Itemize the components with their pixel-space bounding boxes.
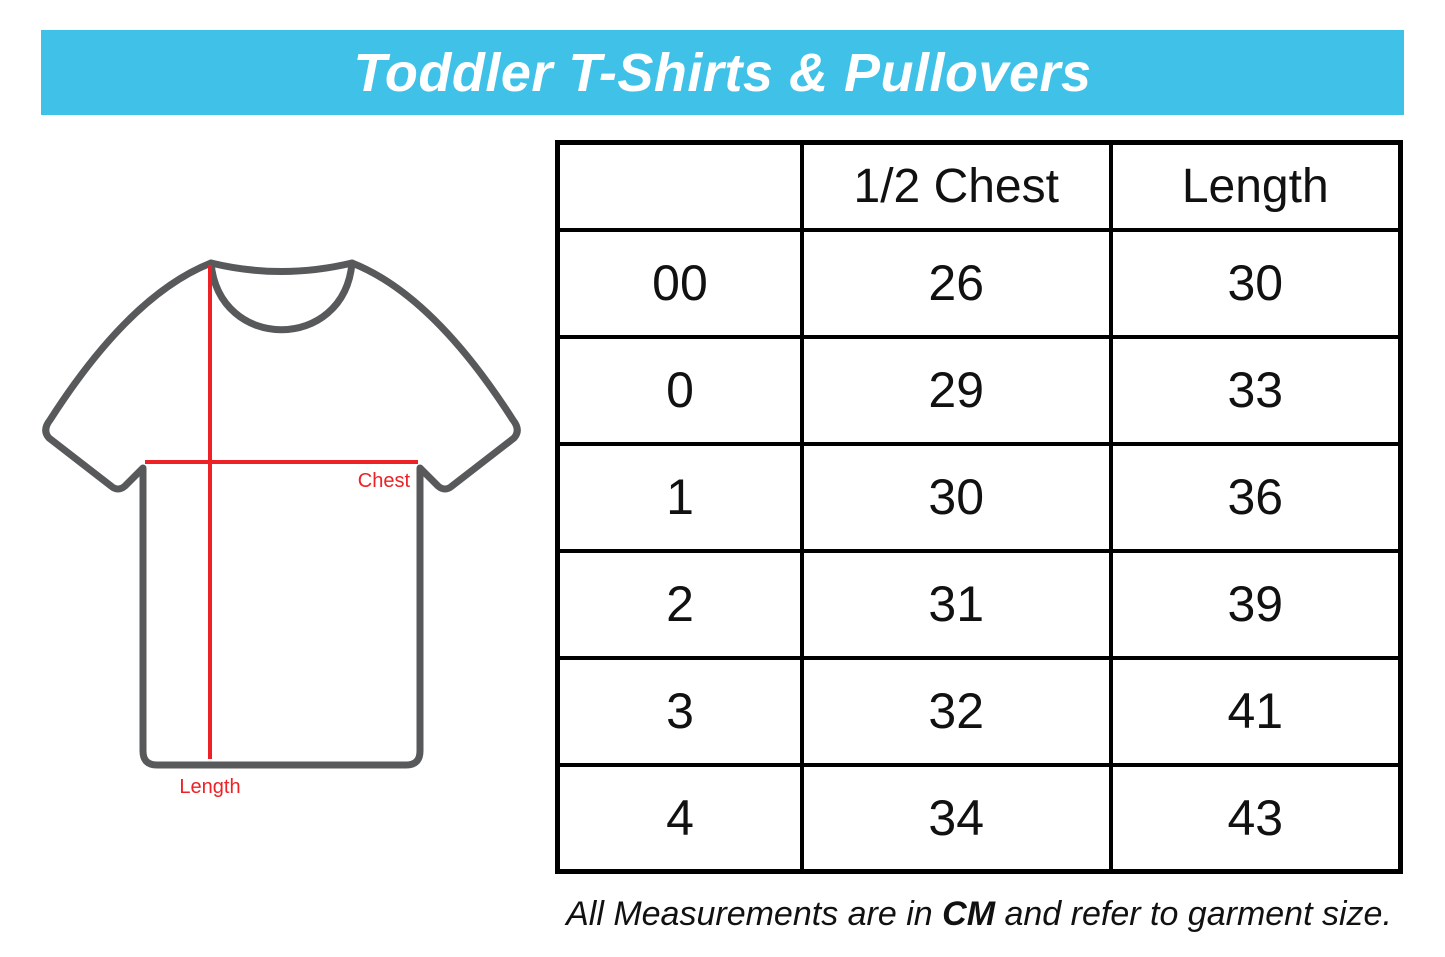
measurement-note-suffix: and refer to garment size. xyxy=(995,895,1392,933)
header-size xyxy=(558,143,802,230)
size-chart-banner xyxy=(41,30,1404,115)
size-cell: 3 xyxy=(558,658,802,765)
tshirt-outline xyxy=(46,263,518,765)
table-row xyxy=(558,230,1401,337)
half-chest-cell: 34 xyxy=(802,765,1111,872)
table-header-row xyxy=(558,143,1401,230)
half-chest-cell: 32 xyxy=(802,658,1111,765)
half-chest-cell: 31 xyxy=(802,551,1111,658)
length-label: Length xyxy=(179,776,241,798)
length-cell: 36 xyxy=(1111,444,1401,551)
length-cell: 41 xyxy=(1111,658,1401,765)
size-cell: 4 xyxy=(558,765,802,872)
measurement-note-prefix: All Measurements are in xyxy=(566,895,943,933)
length-cell: 30 xyxy=(1111,230,1401,337)
half-chest-cell: 26 xyxy=(802,230,1111,337)
length-cell: 43 xyxy=(1111,765,1401,872)
size-cell: 2 xyxy=(558,551,802,658)
length-cell: 39 xyxy=(1111,551,1401,658)
tshirt-diagram xyxy=(20,240,540,800)
half-chest-cell: 29 xyxy=(802,337,1111,444)
table-row xyxy=(558,658,1401,765)
header-length: Length xyxy=(1111,143,1401,230)
header-half-chest: 1/2 Chest xyxy=(802,143,1111,230)
table-row xyxy=(558,551,1401,658)
page-title: Toddler T-Shirts & Pullovers xyxy=(353,42,1092,103)
measurement-unit: CM xyxy=(942,895,996,933)
table-row xyxy=(558,765,1401,872)
length-cell: 33 xyxy=(1111,337,1401,444)
size-table xyxy=(555,140,1403,874)
size-cell: 00 xyxy=(558,230,802,337)
table-row xyxy=(558,444,1401,551)
half-chest-cell: 30 xyxy=(802,444,1111,551)
size-cell: 1 xyxy=(558,444,802,551)
size-cell: 0 xyxy=(558,337,802,444)
table-row xyxy=(558,337,1401,444)
chest-label: Chest xyxy=(357,470,410,492)
measurement-note xyxy=(555,895,1403,934)
